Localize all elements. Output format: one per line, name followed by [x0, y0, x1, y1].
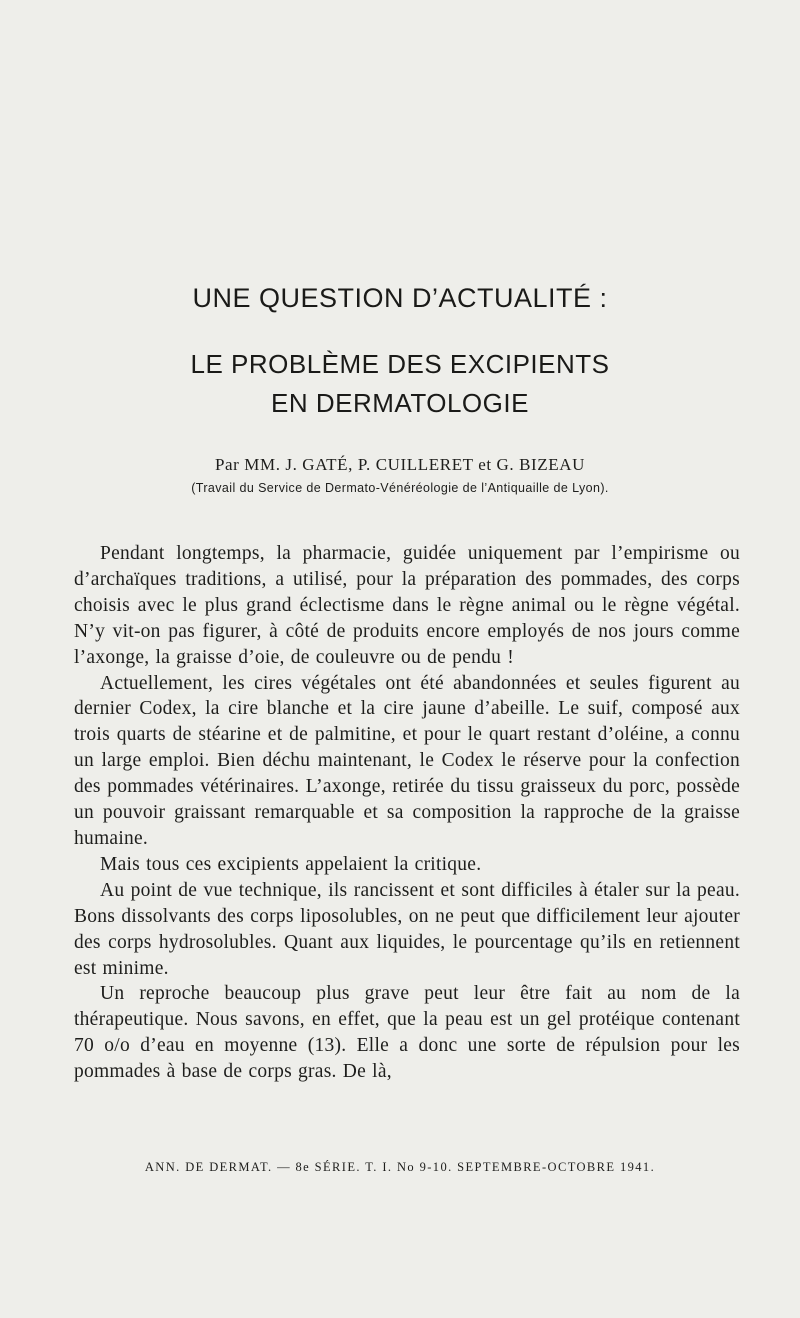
affiliation: (Travail du Service de Dermato-Vénéréologie de l’Antiquaille de Lyon). — [191, 481, 609, 495]
article-body — [74, 541, 740, 1085]
article-subtitle-line-2: EN DERMATOLOGIE — [271, 388, 529, 418]
paragraph: Pendant longtemps, la pharmacie, guidée uniquement par l’empirisme ou d’archaïques traditions, a utilisé, pour la préparation des pommades, des corps choisis avec le plus grand éclectisme dans le règne animal ou le règne végétal. N’y vit-on pas figurer, à côté de produits encore employés de nos jours comme l’axonge, la graisse d’oie, de couleuvre ou de pendu ! — [74, 543, 740, 668]
paragraph: Mais tous ces excipients appelaient la critique. — [100, 853, 482, 875]
journal-footer: ANN. DE DERMAT. — 8e SÉRIE. T. I. No 9-10. SEPTEMBRE-OCTOBRE 1941. — [144, 1160, 656, 1174]
paragraph: Au point de vue technique, ils rancissent et sont difficiles à étaler sur la peau. Bons dissolvants des corps liposolubles, on ne peut que difficilement leur ajouter des corps hydrosolubles. Quant aux liquides, le pourcentage qu’ils en retiennent est minime. — [74, 879, 740, 979]
paragraph: Un reproche beaucoup plus grave peut leur être fait au nom de la thérapeutique. Nous savons, en effet, que la peau est un gel protéique contenant 70 o/o d’eau en moyenne (13). Elle a donc une sorte de répulsion pour les pommades à base de corps gras. De là, — [74, 983, 740, 1083]
paragraph: Actuellement, les cires végétales ont été abandonnées et seules figurent au dernier Codex, la cire blanche et la cire jaune d’abeille. Le suif, composé aux trois quarts de stéarine et de palmitine, et pour le quart restant d’oléine, a connu un large emploi. Bien déchu maintenant, le Codex le réserve pour la confection des pommades vétérinaires. L’axonge, retirée du tissu graisseux du porc, possède un pouvoir graissant remarquable et sa composition la rapproche de la graisse humaine. — [74, 672, 740, 849]
authors: Par MM. J. GATÉ, P. CUILLERET et G. BIZEAU — [214, 455, 586, 474]
article-title: UNE QUESTION D’ACTUALITÉ : — [192, 283, 608, 313]
article-subtitle-line-1: LE PROBLÈME DES EXCIPIENTS — [190, 349, 610, 379]
